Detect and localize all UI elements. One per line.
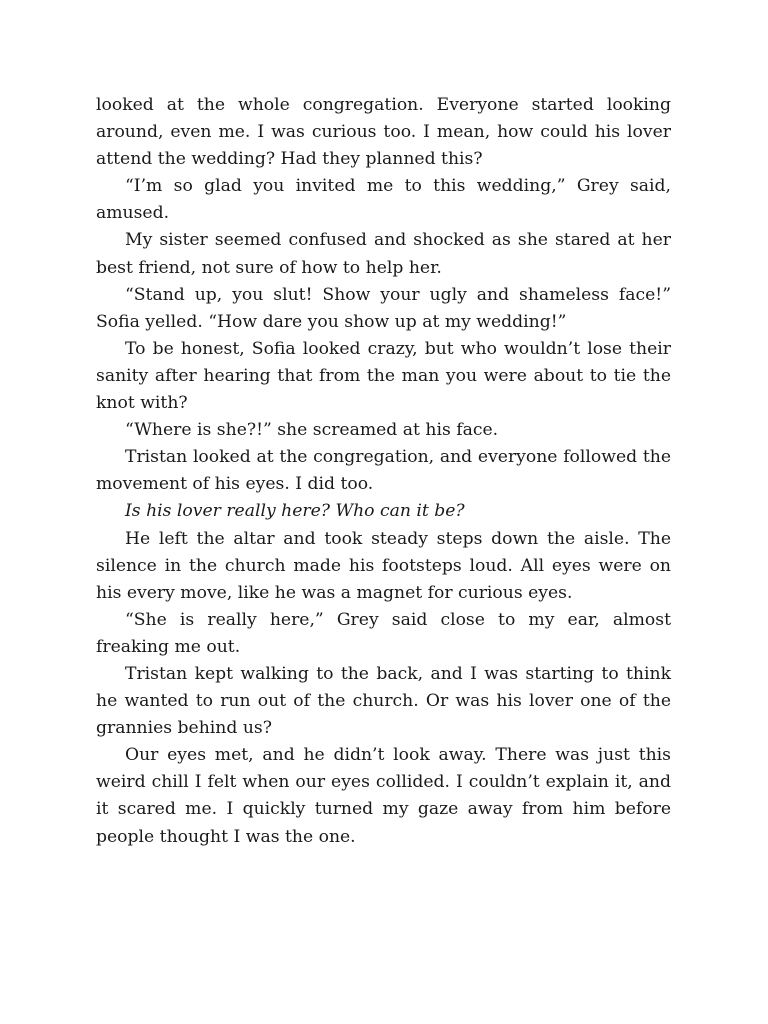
paragraph: Our eyes met, and he didn’t look away. There was just this weird chill I felt when our eyes collided. I couldn’t explain it, and it scared me. I quickly turned my gaze away from him before people thought I was the one. <box>96 745 671 847</box>
paragraph: He left the altar and took steady steps down the aisle. The silence in the church made his footsteps loud. All eyes were on his every move, like he was a magnet for curious eyes. <box>96 528 671 603</box>
paragraph: “Where is she?!” she screamed at his face. <box>125 420 499 441</box>
paragraph: My sister seemed confused and shocked as she stared at her best friend, not sure of how to help her. <box>96 230 671 278</box>
paragraph: To be honest, Sofia looked crazy, but who wouldn’t lose their sanity after hearing that from the man you were about to tie the knot with? <box>96 338 671 414</box>
paragraph: “She is really here,” Grey said close to my ear, almost freaking me out. <box>96 609 671 657</box>
book-page-body <box>96 92 671 851</box>
paragraph: Tristan kept walking to the back, and I was starting to think he wanted to run out of the church. Or was his lover one of the grannies behind us? <box>96 663 671 739</box>
paragraph: looked at the whole congregation. Everyone started looking around, even me. I was curious too. I mean, how could his lover attend the wedding? Had they planned this? <box>96 95 671 170</box>
italic-thought-paragraph: Is his lover really here? Who can it be? <box>125 501 465 522</box>
paragraph: Tristan looked at the congregation, and everyone followed the movement of his eyes. I did too. <box>96 447 671 495</box>
paragraph: “Stand up, you slut! Show your ugly and shameless face!” Sofia yelled. “How dare you show up at my wedding!” <box>96 284 671 332</box>
paragraph: “I’m so glad you invited me to this wedding,” Grey said, amused. <box>96 176 671 224</box>
